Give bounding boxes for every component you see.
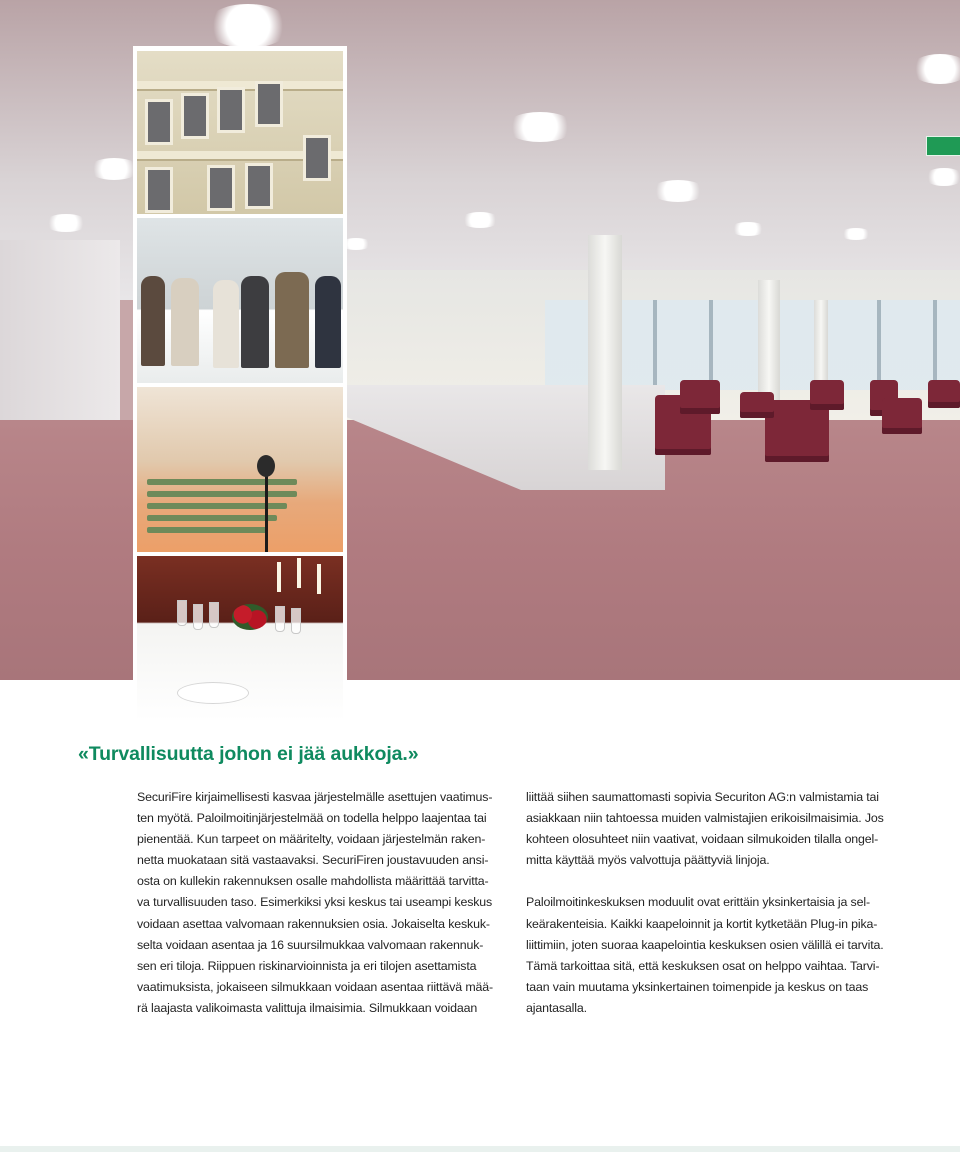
person bbox=[171, 278, 199, 366]
body-line: Tämä tarkoittaa sitä, että keskuksen osat on helppo vaihtaa. Tarvi- bbox=[526, 958, 880, 973]
person bbox=[141, 276, 165, 366]
person bbox=[241, 276, 269, 368]
lounge-chair bbox=[680, 380, 720, 414]
seat-row bbox=[147, 491, 297, 497]
body-line: rä laajasta valikoimasta valittuja ilmaisimia. Silmukkaan voidaan bbox=[137, 1000, 478, 1015]
ceiling-light bbox=[840, 228, 872, 240]
wine-glass bbox=[177, 600, 187, 626]
lounge-chair bbox=[882, 398, 922, 434]
lounge-chair bbox=[928, 380, 960, 408]
body-line: voidaan asettaa valvomaan rakennuksien osia. Jokaiselta keskuk- bbox=[137, 916, 490, 931]
photo-conference-hall bbox=[137, 387, 343, 552]
plate bbox=[177, 682, 249, 704]
facade-window bbox=[207, 165, 235, 211]
person bbox=[213, 280, 239, 368]
body-line: liittää siihen saumattomasti sopivia Securiton AG:n valmistamia tai bbox=[526, 790, 879, 804]
seat-row bbox=[147, 527, 267, 533]
wine-glass bbox=[193, 604, 203, 630]
body-line: sen eri tiloja. Riippuen riskinarvioinnista ja eri tilojen asettamista bbox=[137, 958, 477, 973]
person bbox=[275, 272, 309, 368]
body-line: ajantasalla. bbox=[526, 1000, 587, 1015]
candle bbox=[297, 558, 301, 588]
facade-window bbox=[181, 93, 209, 139]
ceiling-light bbox=[924, 168, 960, 186]
flower-arrangement bbox=[232, 604, 268, 630]
body-line: taan vain muutama yksinkertainen toimenpide ja keskus on taas bbox=[526, 979, 869, 994]
ceiling-light bbox=[505, 112, 575, 142]
ceiling-light bbox=[44, 214, 88, 232]
ceiling-light bbox=[650, 180, 706, 202]
body-line: ten myötä. Paloilmoitinjärjestelmää on todella helppo laajentaa tai bbox=[137, 811, 487, 826]
lounge-chair bbox=[740, 392, 774, 418]
footer-rule bbox=[0, 1146, 960, 1152]
wine-glass bbox=[275, 606, 285, 632]
body-line: Paloilmoitinkeskuksen moduulit ovat erittäin yksinkertaisia ja sel- bbox=[526, 895, 870, 910]
ceiling-light bbox=[730, 222, 766, 236]
facade-window bbox=[255, 81, 283, 127]
facade-window bbox=[217, 87, 245, 133]
wine-glass bbox=[291, 608, 301, 634]
lounge-chair bbox=[810, 380, 844, 410]
photo-banquet-table bbox=[137, 556, 343, 721]
body-column-left bbox=[137, 787, 497, 1019]
seat-row bbox=[147, 515, 277, 521]
article-heading: «Turvallisuutta johon ei jää aukkoja.» bbox=[78, 743, 419, 765]
left-wall bbox=[0, 240, 120, 440]
facade-window bbox=[303, 135, 331, 181]
body-line: netta muokataan sitä vastaavaksi. SecuriFiren joustavuuden ansi- bbox=[137, 853, 489, 868]
body-line: osta on kullekin rakennuksen osalle mahdollista määrittää tarvitta- bbox=[137, 874, 489, 889]
microphone-icon bbox=[257, 455, 275, 477]
body-line: pienentää. Kun tarpeet on määritelty, voidaan järjestelmän raken- bbox=[137, 832, 486, 847]
body-line: keärakenteisia. Kaikki kaapeloinnit ja kortit kytketään Plug-in pika- bbox=[526, 916, 878, 931]
photo-reception-desk bbox=[137, 218, 343, 383]
body-line: mitta käyttää myös valvottuja päättyviä linjoja. bbox=[526, 853, 770, 868]
paragraph-gap bbox=[526, 871, 886, 892]
wine-glass bbox=[209, 602, 219, 628]
body-line: asiakkaan niin tahtoessa muiden valmistajien erikoisilmaisimia. Jos bbox=[526, 811, 884, 826]
body-line: selta voidaan asentaa ja 16 suursilmukkaa valvomaan rakennuk- bbox=[137, 937, 484, 952]
seat-row bbox=[147, 479, 297, 485]
facade-window bbox=[145, 167, 173, 213]
body-line: vaatimuksista, jokaiseen silmukkaan voidaan asentaa riittävä mää- bbox=[137, 979, 493, 994]
facade-window bbox=[245, 163, 273, 209]
body-line: liittimiin, joten suoraa kaapelointia keskuksen osien välillä ei tarvita. bbox=[526, 937, 884, 952]
column-pillar bbox=[588, 235, 622, 470]
ceiling-light bbox=[460, 212, 500, 228]
facade-window bbox=[145, 99, 173, 145]
photo-building-facade bbox=[137, 51, 343, 214]
body-line: SecuriFire kirjaimellisesti kasvaa järjestelmälle asettujen vaatimus- bbox=[137, 790, 493, 804]
body-line: va turvallisuuden taso. Esimerkiksi yksi keskus tai useampi keskus bbox=[137, 895, 493, 910]
candle bbox=[317, 564, 321, 594]
exit-sign bbox=[926, 136, 960, 156]
ceiling-light bbox=[205, 4, 291, 48]
body-column-right bbox=[526, 787, 886, 1019]
body-line: kohteen olosuhteet niin vaativat, voidaan silmukoiden tilalla ongel- bbox=[526, 832, 879, 847]
photo-strip bbox=[133, 46, 347, 726]
person bbox=[315, 276, 341, 368]
column-pillar bbox=[758, 280, 780, 410]
candle bbox=[277, 562, 281, 592]
